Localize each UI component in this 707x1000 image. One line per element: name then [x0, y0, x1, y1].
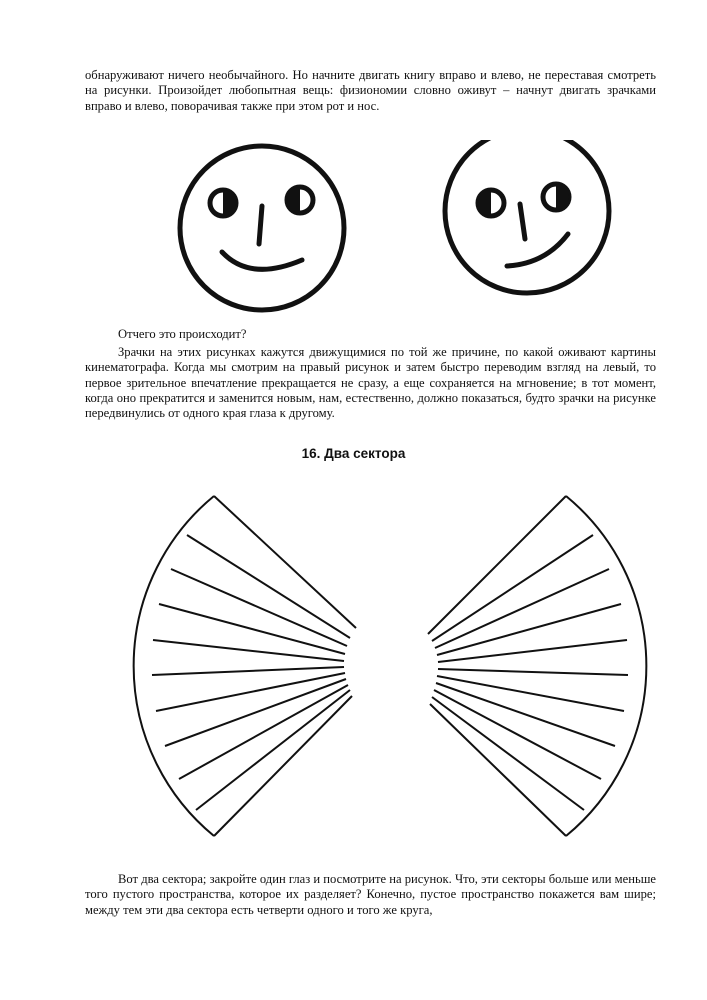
right-face-outline: [445, 140, 609, 293]
right-sector-arc: [566, 496, 646, 836]
paragraph-sectors: Вот два сектора; закройте один глаз и посмотрите на рисунок. Что, эти секторы больше или меньше того пустого пространства, которое их разделяет? Конечно, пустое пространство покажется вам шире; между тем эти два сектора есть четверти одного и того же круга,: [85, 872, 656, 917]
right-sector-ray: [434, 690, 601, 779]
paragraph-explanation: Зрачки на этих рисунках кажутся движущимися по той же причине, по какой оживают картины кинематографа. Когда мы смотрим на правый рисунок и затем быстро переводим взгляд на левый, то первое зрительное впечатление прекращается не сразу, а еще сохраняется на мгновение; в тот момент, когда оно прекратится и заменится новым, нам, естественно, должно показаться, будто зрачки на рисунке передвинулись от одного края глаза к другому.: [85, 345, 656, 421]
left-sector-ray: [159, 604, 345, 654]
left-sector-ray: [152, 667, 344, 675]
left-sector: [134, 496, 356, 836]
right-face-nose: [520, 204, 525, 239]
left-sector-arc: [134, 496, 214, 836]
left-face-mouth: [222, 252, 302, 269]
faces-illustration: [0, 140, 707, 320]
left-sector-ray: [153, 640, 344, 661]
right-sector-ray: [432, 697, 584, 810]
right-sector-ray: [437, 604, 621, 655]
left-face-nose: [259, 206, 262, 244]
left-sector-ray: [196, 690, 350, 810]
left-sector-ray: [156, 673, 345, 711]
right-face: [445, 140, 609, 293]
right-sector-ray: [438, 640, 627, 662]
paragraph-question: Отчего это происходит?: [118, 327, 247, 341]
paragraph-intro: обнаруживают ничего необычайного. Но начните двигать книгу вправо и влево, не переставая смотреть на рисунки. Произойдет любопытная вещь: физиономии словно оживут – начнут двигать зрачками вправо и влево, поворачивая также при этом рот и нос.: [85, 68, 656, 113]
right-sector-ray: [438, 669, 628, 675]
right-face-mouth: [507, 234, 568, 266]
sectors-illustration: [0, 485, 707, 855]
section-heading: 16. Два сектора: [301, 446, 406, 461]
left-face: [180, 146, 344, 310]
right-sector: [428, 496, 646, 836]
right-sector-edge-top: [428, 496, 566, 634]
left-sector-edge-top: [214, 496, 356, 628]
left-sector-edge-bottom: [214, 696, 352, 836]
